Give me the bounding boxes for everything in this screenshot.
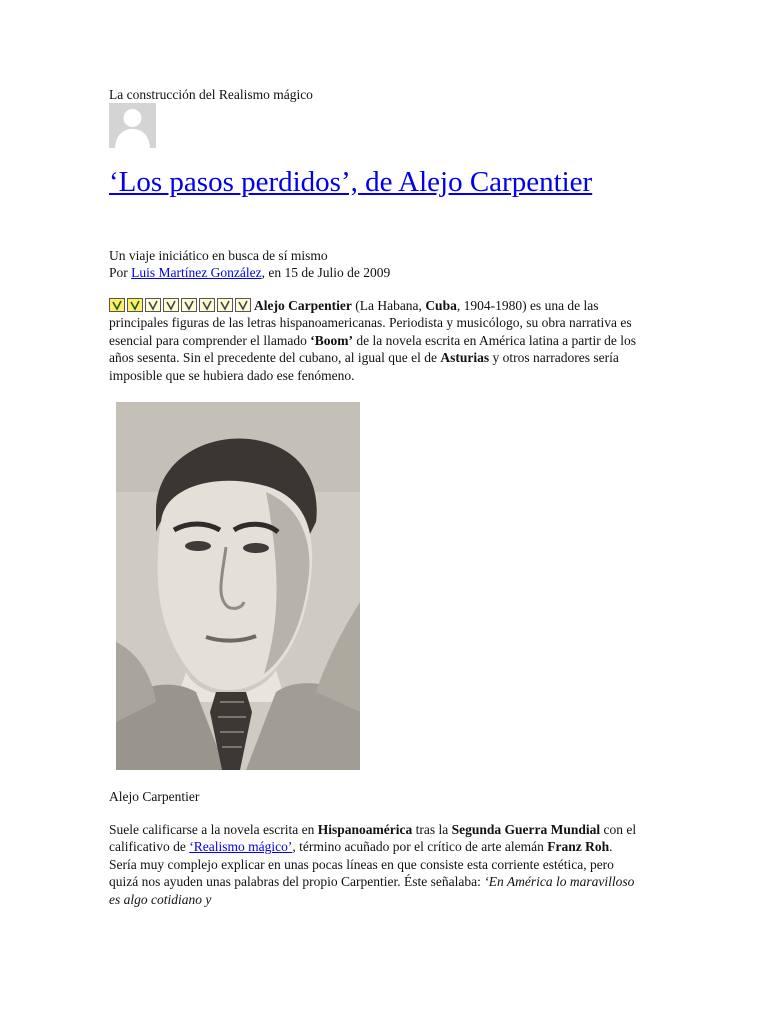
photo-caption: Alejo Carpentier [109,789,200,804]
article-title [109,165,629,199]
star-filled-icon[interactable] [127,298,143,312]
star-empty-icon[interactable] [217,298,233,312]
avatar-placeholder-icon [109,103,156,148]
byline [109,264,390,281]
star-empty-icon[interactable] [163,298,179,312]
intro-text: de la novela escrita en América latina a partir de los años sesenta. Sin el precedente del cubano, al igual que el de [109,332,637,366]
blog-title: La construcción del Realismo mágico [109,87,313,102]
body-paragraph [109,821,639,908]
body-text: tras la [412,822,452,837]
byline-prefix: Por [109,265,132,280]
portrait-image [116,402,360,770]
body-text: con el calificativo de [109,822,637,855]
author-avatar [109,103,156,148]
rating-stars[interactable] [109,298,253,312]
author-photo [116,402,360,770]
intro-text: Cuba [425,298,457,313]
body-text: Segunda Guerra Mundial [451,822,601,837]
article-subtitle: Un viaje iniciático en busca de sí mismo [109,248,328,263]
intro-text: Alejo Carpentier [254,298,352,313]
star-empty-icon[interactable] [199,298,215,312]
quote-text: ‘En América lo maravilloso es algo cotidiano y [109,874,635,907]
author-link[interactable]: Luis Martínez González [131,265,262,280]
body-text: , término acuñado por el crítico de arte alemán [292,839,548,855]
star-empty-icon[interactable] [145,298,161,312]
intro-text: y otros narradores sería imposible que se hubiera dado ese fenómeno. [109,350,619,383]
intro-text: (La Habana, [351,298,426,313]
star-empty-icon[interactable] [235,298,251,312]
intro-text: , 1904-1980) es una de las principales figuras de las letras hispanoamericanas. Periodista y musicólogo, su obra narrativa es esencial para comprender el llamado [109,298,632,348]
article-title-link[interactable]: ‘Los pasos perdidos’, de Alejo Carpentier [109,166,593,198]
realismo-magico-link[interactable]: ‘Realismo mágico’ [189,839,293,855]
body-text: Franz Roh [547,839,610,855]
star-filled-icon[interactable] [109,298,125,312]
star-empty-icon[interactable] [181,298,197,312]
body-text: . Sería muy complejo explicar en unas pocas líneas en que consiste esta corriente estética, pero quizá nos ayuden unas palabras del propio Carpentier. Éste señalaba: [109,839,614,890]
body-text: Suele calificarse a la novela escrita en [109,822,318,837]
body-text: Hispanoamérica [317,822,413,837]
intro-text: Asturias [440,350,490,366]
byline-date: , en 15 de Julio de 2009 [261,265,391,280]
intro-text: ‘Boom’ [310,332,354,348]
intro-paragraph [109,297,654,384]
